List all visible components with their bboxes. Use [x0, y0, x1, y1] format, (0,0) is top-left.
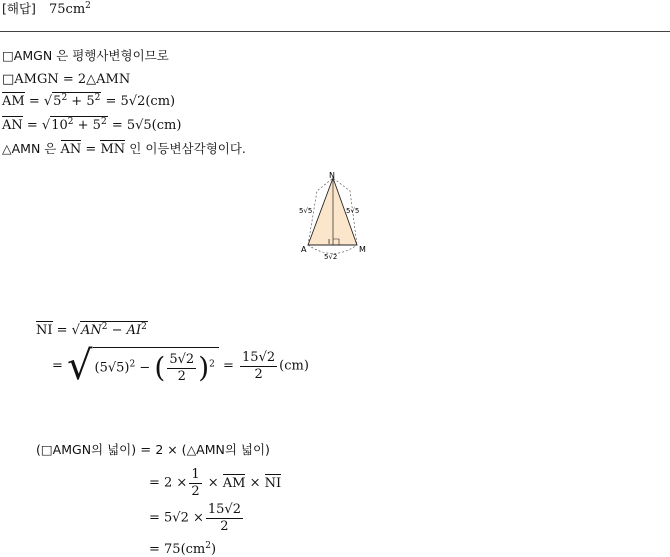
parallelogram-statement: □AMGN 은 평행사변형이므로 — [2, 48, 169, 63]
ni-radicand: $AN^2 - AI^2$ — [80, 322, 147, 338]
answer-value — [49, 3, 91, 16]
vertex-m-label: M — [359, 245, 366, 254]
equals-sign: = — [149, 475, 165, 491]
ni-equation-line2 — [52, 343, 309, 389]
step3-fraction — [206, 502, 243, 534]
square-exponent: 2 — [61, 93, 68, 103]
an-length-equation — [2, 119, 181, 132]
square-exponent: 2 — [129, 360, 136, 370]
minus-sign: − — [135, 361, 155, 376]
foot-i-label: I — [328, 238, 331, 246]
ni-result-unit: (cm) — [279, 358, 309, 374]
am-radicand: $5^2 + 5^2$ — [53, 93, 101, 109]
times-sign: × — [203, 475, 223, 491]
am-radicand-a: 5 — [53, 94, 62, 109]
am-segment: AM — [222, 475, 246, 491]
equals-sign: = √ — [56, 323, 80, 338]
first-term: (5√5) — [94, 361, 130, 376]
square-exponent: 2 — [94, 93, 101, 103]
isosceles-statement — [2, 143, 246, 156]
step3-denominator: 2 — [220, 518, 229, 534]
square-exponent: 2 — [101, 322, 108, 332]
inner-numerator: 5√2 — [169, 352, 195, 368]
area-rhs: 2 × (△AMN의 넓이) — [155, 442, 270, 457]
step3-numerator: 15√2 — [207, 502, 241, 517]
equals-sign: = — [149, 510, 165, 526]
side-mn-label: 5√5 — [346, 207, 360, 215]
square-exponent: 2 — [67, 117, 74, 127]
area-equation-line4 — [149, 543, 216, 556]
step3-prefix: 5√2 × — [164, 510, 204, 526]
answer-value-text: 75cm — [49, 2, 86, 17]
area-relation: □AMGN = 2△AMN — [2, 72, 131, 87]
inner-denominator: 2 — [177, 369, 186, 384]
equals-sign: = — [105, 94, 121, 109]
an-term: AN — [80, 323, 102, 338]
half-fraction — [189, 467, 201, 499]
equals-sign: = — [149, 542, 165, 557]
final-value: 75(cm — [164, 542, 206, 557]
ni-result-numerator: 15√2 — [242, 349, 276, 365]
ni-segment: NI — [264, 475, 282, 491]
side-am-label: 5√2 — [324, 253, 338, 261]
vertex-n-label: N — [329, 171, 335, 180]
mn-segment: MN — [100, 142, 126, 157]
am-result: 5√2(cm) — [120, 94, 176, 109]
an-segment: AN — [60, 142, 82, 157]
left-paren: ( — [154, 351, 166, 385]
ni-result-denominator: 2 — [254, 366, 263, 382]
header-divider — [0, 31, 670, 32]
equals-sign: = √ — [26, 118, 51, 133]
inner-fraction — [167, 352, 196, 384]
am-length-equation — [2, 95, 175, 108]
am-radicand-b: 5 — [86, 94, 95, 109]
half-denominator: 2 — [191, 483, 200, 499]
area-lhs: (□AMGN의 넓이) — [36, 442, 137, 457]
area-equation-line1 — [36, 444, 270, 457]
ni-result-fraction — [240, 350, 277, 382]
equals-sign: = √ — [28, 94, 53, 109]
final-exponent: 2 — [205, 541, 211, 551]
area-equation-line3 — [149, 502, 245, 534]
area-equation-line2 — [149, 467, 281, 499]
am-segment: AM — [2, 94, 25, 109]
times-sign: × — [245, 475, 265, 491]
an-radicand-a: 10 — [51, 118, 68, 133]
ni-equation-line1 — [36, 324, 148, 337]
an-radicand: $10^2 + 5^2$ — [51, 117, 107, 133]
big-radical-sign: √ — [67, 343, 93, 389]
ni-big-radicand — [93, 347, 219, 384]
right-paren: ) — [198, 351, 210, 385]
vertex-a-label: A — [301, 245, 307, 254]
equals-sign: = — [140, 443, 156, 458]
equals-sign: = — [111, 118, 127, 133]
side-an-label: 5√5 — [299, 207, 313, 215]
step2-prefix: 2 × — [164, 475, 188, 491]
half-numerator: 1 — [191, 467, 200, 482]
triangle-figure — [295, 168, 380, 263]
answer-exponent: 2 — [85, 1, 91, 11]
an-result: 5√5(cm) — [126, 118, 182, 133]
an-radicand-b: 5 — [92, 118, 101, 133]
square-exponent: 2 — [209, 360, 215, 370]
equals-sign: = — [218, 358, 239, 374]
square-exponent: 2 — [100, 117, 107, 127]
equals-sign: = — [85, 142, 101, 157]
equals-sign: = — [52, 358, 68, 374]
answer-label: [해답] — [2, 1, 36, 16]
an-segment: AN — [2, 118, 23, 133]
ai-term: AI — [126, 323, 142, 338]
square-exponent: 2 — [141, 322, 147, 332]
isosceles-suffix: 인 이등변삼각형이다. — [129, 141, 246, 156]
ni-segment: NI — [36, 323, 53, 338]
closing-paren: ) — [211, 542, 217, 557]
isosceles-prefix: △AMN 은 — [2, 141, 57, 156]
